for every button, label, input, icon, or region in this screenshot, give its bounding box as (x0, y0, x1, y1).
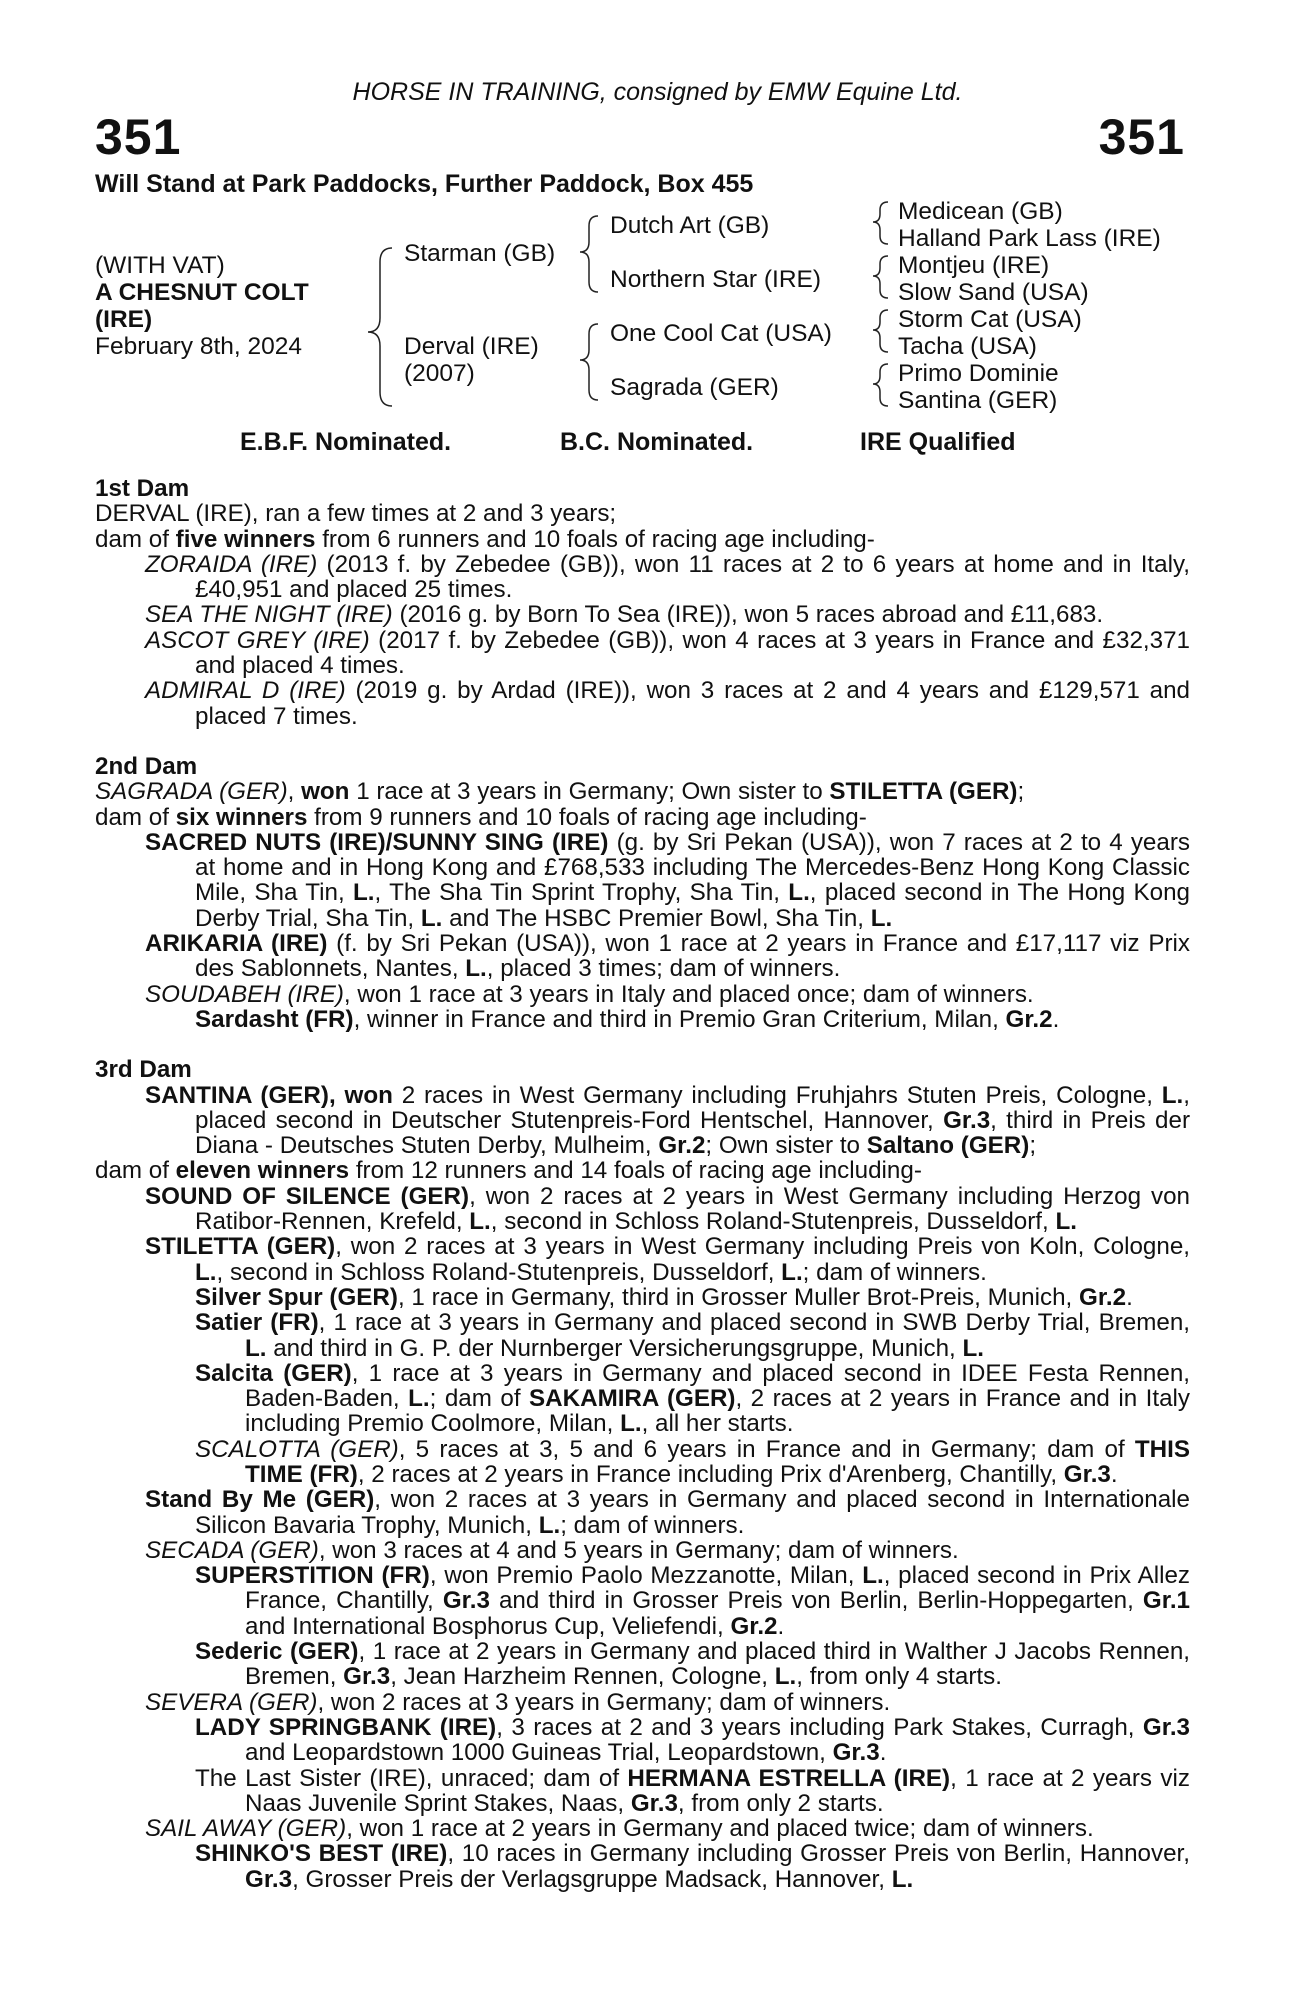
gen3-1: Medicean (GB) (898, 198, 1063, 225)
third-dam-produce-summary: dam of eleven winners from 12 runners and 14 foals of racing age including- (95, 1157, 922, 1185)
brace-sire (580, 216, 598, 292)
progeny-entry: Salcita (GER), 1 race at 3 years in Germany and placed second in IDEE Festa Rennen, Baden-Baden, L.; dam of SAKAMIRA (GER), 2 races at 2 years in France and in Italy including Premio Coolmore, Milan, L., all her starts. (195, 1359, 1191, 1438)
progeny-entry: Sederic (GER), 1 race at 2 years in Germany and placed third in Walther J Jacobs Rennen, Bremen, Gr.3, Jean Harzheim Rennen, Cologne, L., from only 4 starts. (195, 1638, 1190, 1691)
first-dam-line: DERVAL (IRE), ran a few times at 2 and 3 years; (95, 500, 617, 528)
second-dam-produce-summary: dam of six winners from 9 runners and 10 foals of racing age including- (95, 803, 867, 831)
gen3-3: Montjeu (IRE) (898, 252, 1050, 279)
gen3-2: Halland Park Lass (IRE) (898, 225, 1161, 252)
horse-name-line1: A CHESNUT COLT (95, 279, 309, 306)
bc-nomination: B.C. Nominated. (560, 428, 754, 456)
progeny-entry: Satier (FR), 1 race at 3 years in Germany and placed second in SWB Derby Trial, Bremen, L. and third in G. P. der Nurnberger Versicherungsgruppe, Munich, L. (195, 1309, 1190, 1362)
ire-qualified: IRE Qualified (860, 428, 1016, 456)
gen3-8: Santina (GER) (898, 387, 1058, 414)
horse-name-line2: (IRE) (95, 306, 153, 333)
pedigree-braces (0, 0, 1315, 430)
progeny-entry: ZORAIDA (IRE) (2013 f. by Zebedee (GB)), won 11 races at 2 to 6 years at home and in Italy, £40,951 and placed 25 times. (145, 550, 1190, 604)
brace-g3-2 (873, 256, 888, 298)
gen3-7: Primo Dominie (898, 360, 1059, 387)
foaling-date: February 8th, 2024 (95, 333, 303, 360)
brace-dam (580, 324, 598, 400)
gen3-6: Tacha (USA) (898, 333, 1037, 360)
progeny-entry: Silver Spur (GER), 1 race in Germany, third in Grosser Muller Brot-Preis, Munich, Gr.2. (195, 1283, 1133, 1311)
gen3-5: Storm Cat (USA) (898, 306, 1082, 333)
dam-sire: One Cool Cat (USA) (610, 320, 832, 347)
progeny-entry: LADY SPRINGBANK (IRE), 3 races at 2 and 3 years including Park Stakes, Curragh, Gr.3 and Leopardstown 1000 Guineas Trial, Leopardstown, Gr.3. (195, 1713, 1190, 1767)
progeny-entry: SUPERSTITION (FR), won Premio Paolo Mezzanotte, Milan, L., placed second in Prix Allez France, Chantilly, Gr.3 and third in Grosser Preis von Berlin, Berlin-Hoppegarten, Gr.1 and International Bosphorus Cup, Veliefendi, Gr.2. (195, 1562, 1190, 1640)
sire: Starman (GB) (404, 240, 556, 267)
progeny-entry: ARIKARIA (IRE) (f. by Sri Pekan (USA)), won 1 race at 2 years in France and £17,117 viz Prix des Sablonnets, Nantes, L., placed 3 times; dam of winners. (145, 930, 1190, 983)
second-dam-heading: 2nd Dam (95, 752, 198, 780)
third-dam-heading: 3rd Dam (95, 1056, 192, 1084)
progeny-entry: Sardasht (FR), winner in France and third in Premio Gran Criterium, Milan, Gr.2. (195, 1005, 1060, 1033)
first-dam-produce-summary: dam of five winners from 6 runners and 10 foals of racing age including- (95, 525, 875, 553)
progeny-entry: SECADA (GER), won 3 races at 4 and 5 years in Germany; dam of winners. (145, 1536, 959, 1564)
brace-gen1 (368, 248, 392, 406)
progeny-entry: SEA THE NIGHT (IRE) (2016 g. by Born To Sea (IRE)), won 5 races abroad and £11,683. (145, 601, 1104, 629)
lot-number-left: 351 (95, 109, 182, 165)
progeny-entry: ASCOT GREY (IRE) (2017 f. by Zebedee (GB)), won 4 races at 3 years in France and £32,371 and placed 4 times. (145, 626, 1190, 680)
sire-sire: Dutch Art (GB) (610, 212, 770, 239)
progeny-entry: ADMIRAL D (IRE) (2019 g. by Ardad (IRE)), won 3 races at 2 and 4 years and £129,571 and placed 7 times. (145, 677, 1191, 730)
sire-dam: Northern Star (IRE) (610, 266, 822, 293)
progeny-entry: The Last Sister (IRE), unraced; dam of HERMANA ESTRELLA (IRE), 1 race at 2 years viz Naas Juvenile Sprint Stakes, Naas, Gr.3, from only 2 starts. (195, 1764, 1190, 1817)
dam: Derval (IRE) (404, 333, 539, 360)
progeny-entry: SACRED NUTS (IRE)/SUNNY SING (IRE) (g. by Sri Pekan (USA)), won 7 races at 2 to 4 years at home and in Hong Kong and £768,533 including The Mercedes-Benz Hong Kong Classic Mile, Sha Tin, L., The Sha Tin Sprint Trophy, Sha Tin, L., placed second in The Hong Kong Derby Trial, Sha Tin, L. and The HSBC Premier Bowl, Sha Tin, L. (145, 828, 1190, 932)
gen3-4: Slow Sand (USA) (898, 279, 1089, 306)
catalogue-subtitle: HORSE IN TRAINING, consigned by EMW Equine Ltd. (352, 78, 963, 106)
brace-g3-4 (873, 364, 888, 406)
lot-number-right: 351 (1098, 109, 1185, 165)
progeny-entry: Stand By Me (GER), won 2 races at 3 years in Germany and placed second in Internationale Silicon Bavaria Trophy, Munich, L.; dam of winners. (145, 1486, 1190, 1539)
first-dam-heading: 1st Dam (95, 475, 190, 502)
brace-g3-3 (873, 310, 888, 352)
ebf-nomination: E.B.F. Nominated. (240, 428, 452, 456)
vat-note: (WITH VAT) (95, 252, 225, 279)
brace-g3-1 (873, 202, 888, 244)
produce-record (95, 476, 1190, 1892)
stand-location: Will Stand at Park Paddocks, Further Paddock, Box 455 (95, 170, 754, 198)
progeny-entry: SAIL AWAY (GER), won 1 race at 2 years in Germany and placed twice; dam of winners. (145, 1815, 1094, 1843)
progeny-entry: SCALOTTA (GER), 5 races at 3, 5 and 6 years in France and in Germany; dam of THIS TIME (FR), 2 races at 2 years in France including Prix d'Arenberg, Chantilly, Gr.3. (195, 1435, 1190, 1488)
third-dam-line: SANTINA (GER), won 2 races in West Germany including Fruhjahrs Stuten Preis, Cologne, L., placed second in Deutscher Stutenpreis-Ford Hentschel, Hannover, Gr.3, third in Preis der Diana - Deutsches Stuten Derby, Mulheim, Gr.2; Own sister to Saltano (GER); (145, 1081, 1190, 1160)
progeny-entry: SHINKO'S BEST (IRE), 10 races in Germany including Grosser Preis von Berlin, Hannover, Gr.3, Grosser Preis der Verlagsgruppe Madsack, Hannover, L. (195, 1840, 1190, 1893)
progeny-entry: SOUND OF SILENCE (GER), won 2 races at 2 years in West Germany including Herzog von Ratibor-Rennen, Krefeld, L., second in Schloss Roland-Stutenpreis, Dusseldorf, L. (145, 1182, 1190, 1236)
progeny-entry: SOUDABEH (IRE), won 1 race at 3 years in Italy and placed once; dam of winners. (145, 980, 1034, 1008)
second-dam-line: SAGRADA (GER), won 1 race at 3 years in Germany; Own sister to STILETTA (GER); (95, 778, 1025, 806)
progeny-entry: SEVERA (GER), won 2 races at 3 years in Germany; dam of winners. (145, 1688, 891, 1716)
dam-year: (2007) (404, 360, 475, 387)
progeny-entry: STILETTA (GER), won 2 races at 3 years in West Germany including Preis von Koln, Cologne, L., second in Schloss Roland-Stutenpreis, Dusseldorf, L.; dam of winners. (145, 1233, 1190, 1286)
dam-dam: Sagrada (GER) (610, 374, 779, 401)
